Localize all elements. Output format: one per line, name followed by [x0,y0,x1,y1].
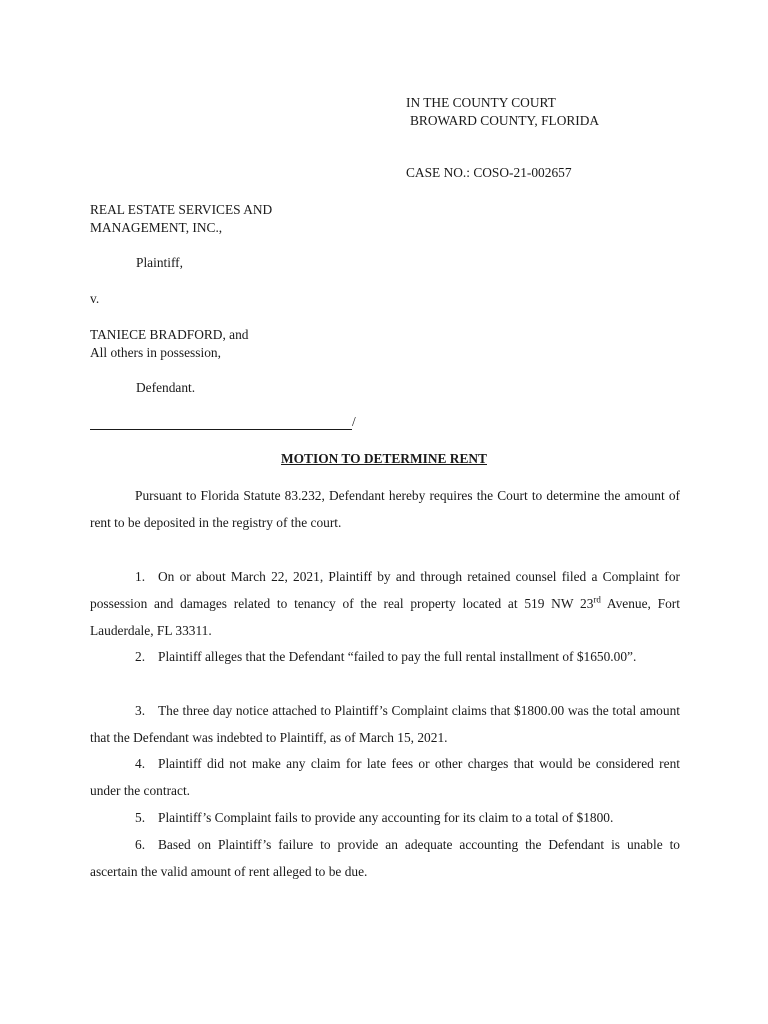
numbered-paragraph-6 [90,831,680,885]
ordinal-suffix: rd [593,594,601,605]
numbered-paragraph-1 [90,563,680,644]
document-title: MOTION TO DETERMINE RENT [281,451,487,466]
paragraph-text: The three day notice attached to Plaintiff’s Complaint claims that $1800.00 was the total amount that the Defendant was indebted to Plaintiff, as of March 15, 2021. [90,703,680,745]
plaintiff-name [90,201,272,237]
plaintiff-name-line-1: REAL ESTATE SERVICES AND [90,202,273,217]
caption-slash: / [352,414,356,429]
intro-paragraph: Pursuant to Florida Statute 83.232, Defendant hereby requires the Court to determine the amount of rent to be deposited in the registry of the court. [90,488,680,530]
court-line-1: IN THE COUNTY COURT [406,95,556,110]
paragraph-number: 6. [135,837,146,852]
numbered-paragraph-5 [90,804,680,831]
defendant-name-line-1: TANIECE BRADFORD, and [90,327,249,342]
paragraph-text: Based on Plaintiff’s failure to provide an adequate accounting the Defendant is unable to ascertain the valid amount of rent alleged to be due. [90,837,680,879]
paragraph-number: 2. [135,649,146,664]
case-number: CASE NO.: COSO-21-002657 [406,165,572,180]
paragraph-text: Plaintiff did not make any claim for late fees or other charges that would be considered rent under the contract. [90,756,680,798]
court-line-2: BROWARD COUNTY, FLORIDA [410,113,600,128]
defendant-name [90,326,249,362]
paragraph-text: Plaintiff’s Complaint fails to provide any accounting for its claim to a total of $1800. [158,810,614,825]
paragraph-text-end: Avenue, Fort Lauderdale, FL 33311. [90,596,680,638]
plaintiff-role: Plaintiff, [136,255,183,270]
numbered-paragraph-2 [90,643,680,670]
caption-underline [90,413,352,430]
paragraph-number: 4. [135,756,146,771]
plaintiff-name-line-2: MANAGEMENT, INC., [90,220,223,235]
paragraph-text: On or about March 22, 2021, Plaintiff by and through retained counsel filed a Complaint for possession and damages related to tenancy of the real property located at 519 NW 23 [90,569,680,611]
paragraph-number: 3. [135,703,146,718]
defendant-role: Defendant. [136,380,196,395]
versus: v. [90,291,100,306]
paragraph-number: 1. [135,569,146,584]
paragraph-number: 5. [135,810,146,825]
defendant-name-line-2: All others in possession, [90,345,221,360]
court-heading [406,94,599,130]
paragraph-text: Plaintiff alleges that the Defendant “failed to pay the full rental installment of $1650.00”. [158,649,637,664]
numbered-paragraph-4 [90,750,680,804]
numbered-paragraph-3 [90,697,680,751]
